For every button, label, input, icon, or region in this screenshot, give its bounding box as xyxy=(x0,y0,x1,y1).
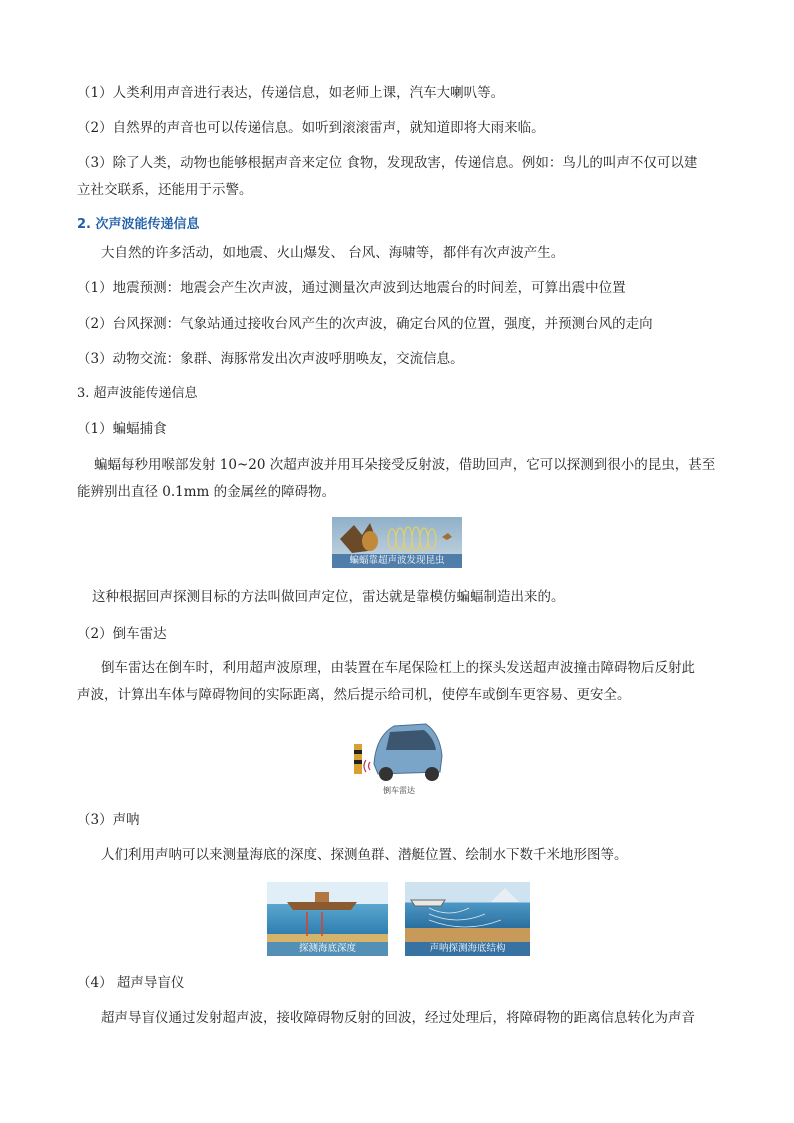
sea-structure-caption: 声呐探测海底结构 xyxy=(405,942,530,956)
bat-caption: 蝙蝠靠超声波发现昆虫 xyxy=(332,554,462,568)
paragraph-car-radar-cont: 声波，计算出车体与障碍物间的实际距离，然后提示给司机，使停车或倒车更容易、更安全。 xyxy=(77,687,631,703)
subheading-bat: （1）蝙蝠捕食 xyxy=(77,421,167,437)
paragraph-sonar: 人们利用声呐可以来测量海底的深度、探测鱼群、潜艇位置、绘制水下数千米地形图等。 xyxy=(101,847,628,863)
insect-shape xyxy=(442,533,452,540)
subheading-guide-device: （4） 超声导盲仪 xyxy=(77,975,185,991)
sea-depth-figure xyxy=(267,882,388,956)
car-illustration xyxy=(350,716,448,786)
paragraph-human-voice: （1）人类利用声音进行表达，传递信息，如老师上课，汽车大喇叭等。 xyxy=(77,85,505,101)
sea-depth-caption: 探测海底深度 xyxy=(267,942,388,956)
paragraph-animal-sound: （3）除了人类，动物也能够根据声音来定位 食物，发现敌害，传递信息。例如：鸟儿的叫声不仅可以建 xyxy=(77,155,698,171)
paragraph-bat-cont: 能辨别出直径 0.1mm 的金属丝的障碍物。 xyxy=(77,484,336,500)
car-caption: 倒车雷达 xyxy=(383,786,415,795)
subheading-sonar: （3）声呐 xyxy=(77,812,140,828)
paragraph-bat: 蝙蝠每秒用喉部发射 10~20 次超声波并用耳朵接受反射波，借助回声，它可以探测到很小的昆虫，甚至 xyxy=(94,457,716,473)
paragraph-typhoon: （2）台风探测：气象站通过接收台风产生的次声波，确定台风的位置，强度，并预测台风的走向 xyxy=(77,316,653,332)
paragraph-animal-sound-cont: 立社交联系，还能用于示警。 xyxy=(77,182,253,198)
paragraph-nature-sound: （2）自然界的声音也可以传递信息。如听到滚滚雷声，就知道即将大雨来临。 xyxy=(77,120,545,136)
paragraph-earthquake: （1）地震预测：地震会产生次声波，通过测量次声波到达地震台的时间差，可算出震中位置 xyxy=(77,280,626,296)
paragraph-car-radar: 倒车雷达在倒车时，利用超声波原理，由装置在车尾保险杠上的探头发送超声波撞击障碍物后反射此 xyxy=(101,660,695,676)
bat-figure xyxy=(332,517,462,568)
paragraph-animal-comm: （3）动物交流：象群、海豚常发出次声波呼朋唤友，交流信息。 xyxy=(77,351,464,367)
paragraph-infrasound-intro: 大自然的许多活动，如地震、火山爆发、 台风、海啸等，都伴有次声波产生。 xyxy=(101,245,565,261)
subheading-car-radar: （2）倒车雷达 xyxy=(77,626,167,642)
heading-infrasound: 2. 次声波能传递信息 xyxy=(77,217,200,232)
paragraph-echolocation: 这种根据回声探测目标的方法叫做回声定位，雷达就是靠模仿蝙蝠制造出来的。 xyxy=(92,589,565,605)
sea-structure-figure xyxy=(405,882,530,956)
car-radar-figure xyxy=(350,716,448,796)
heading-ultrasound: 3. 超声波能传递信息 xyxy=(77,386,198,401)
paragraph-guide-device: 超声导盲仪通过发射超声波，接收障碍物反射的回波，经过处理后，将障碍物的距离信息转化为声音 xyxy=(101,1010,695,1026)
